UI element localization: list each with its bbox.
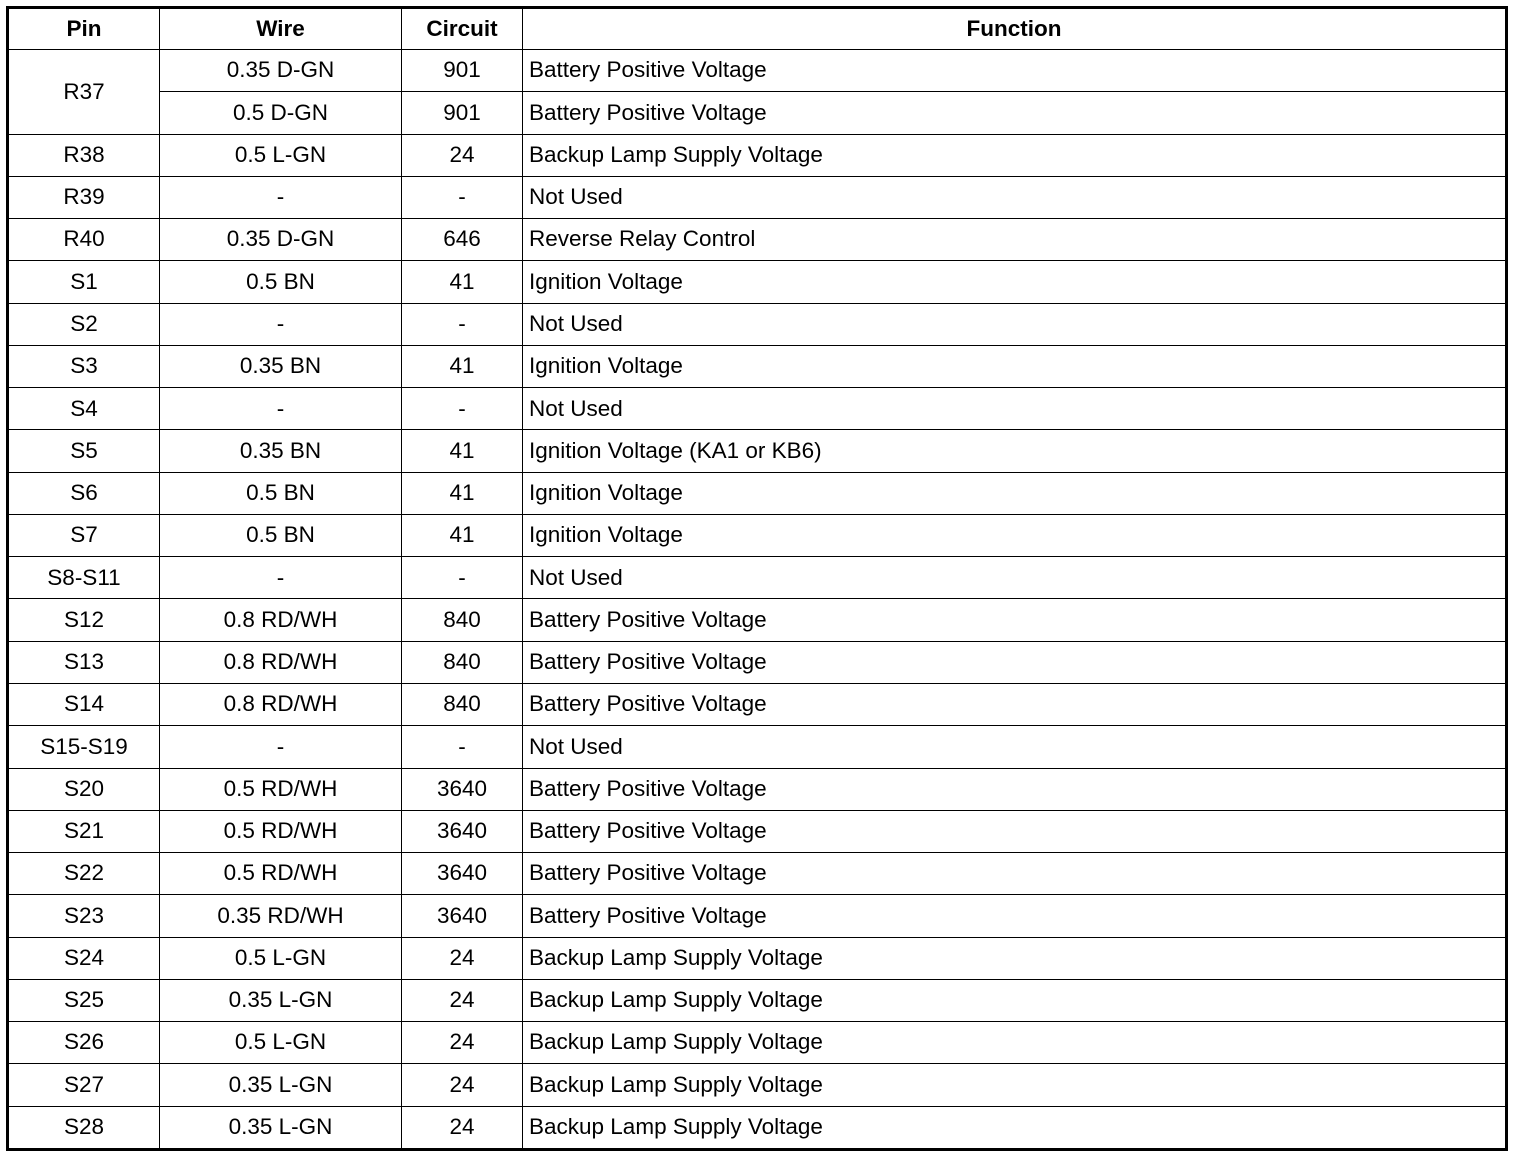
- wire-cell: 0.8 RD/WH: [160, 641, 402, 683]
- circuit-cell: 41: [402, 261, 523, 303]
- function-cell: Not Used: [523, 726, 1507, 768]
- circuit-cell: -: [402, 176, 523, 218]
- table-body: [8, 50, 1507, 1150]
- wire-cell: 0.5 L-GN: [160, 1022, 402, 1064]
- function-cell: Ignition Voltage: [523, 345, 1507, 387]
- table-row: [8, 1022, 1507, 1064]
- circuit-cell: 840: [402, 599, 523, 641]
- function-cell: Backup Lamp Supply Voltage: [523, 134, 1507, 176]
- circuit-cell: 24: [402, 1064, 523, 1106]
- wire-cell: 0.5 RD/WH: [160, 853, 402, 895]
- circuit-cell: 3640: [402, 895, 523, 937]
- pin-cell: S3: [8, 345, 160, 387]
- wire-cell: 0.35 L-GN: [160, 979, 402, 1021]
- pin-cell: S24: [8, 937, 160, 979]
- pin-cell: S8-S11: [8, 557, 160, 599]
- wire-cell: 0.5 BN: [160, 261, 402, 303]
- wire-cell: -: [160, 176, 402, 218]
- circuit-cell: 24: [402, 937, 523, 979]
- function-cell: Battery Positive Voltage: [523, 853, 1507, 895]
- table-row: [8, 50, 1507, 92]
- pin-cell: S4: [8, 388, 160, 430]
- pin-cell: S6: [8, 472, 160, 514]
- circuit-cell: 901: [402, 92, 523, 134]
- function-cell: Battery Positive Voltage: [523, 50, 1507, 92]
- table-row: [8, 557, 1507, 599]
- function-cell: Backup Lamp Supply Voltage: [523, 979, 1507, 1021]
- table-row: [8, 853, 1507, 895]
- pin-cell: S22: [8, 853, 160, 895]
- function-cell: Not Used: [523, 176, 1507, 218]
- function-cell: Backup Lamp Supply Voltage: [523, 937, 1507, 979]
- wire-cell: 0.35 D-GN: [160, 219, 402, 261]
- pin-cell: R39: [8, 176, 160, 218]
- circuit-cell: 3640: [402, 810, 523, 852]
- wire-cell: 0.35 BN: [160, 345, 402, 387]
- table-row: [8, 810, 1507, 852]
- table-row: [8, 303, 1507, 345]
- circuit-cell: 24: [402, 134, 523, 176]
- header-pin: Pin: [8, 8, 160, 50]
- function-cell: Battery Positive Voltage: [523, 768, 1507, 810]
- table-row: [8, 430, 1507, 472]
- table-header: [8, 8, 1507, 50]
- table-row: [8, 937, 1507, 979]
- pin-cell: R40: [8, 219, 160, 261]
- circuit-cell: -: [402, 388, 523, 430]
- circuit-cell: 41: [402, 472, 523, 514]
- table-row: [8, 134, 1507, 176]
- wire-cell: -: [160, 557, 402, 599]
- wire-cell: 0.5 RD/WH: [160, 768, 402, 810]
- wire-cell: 0.8 RD/WH: [160, 683, 402, 725]
- wire-cell: 0.5 BN: [160, 472, 402, 514]
- pin-cell: R37: [8, 50, 160, 135]
- pin-cell: R38: [8, 134, 160, 176]
- pin-cell: S7: [8, 514, 160, 556]
- table-row: [8, 219, 1507, 261]
- function-cell: Ignition Voltage: [523, 261, 1507, 303]
- function-cell: Battery Positive Voltage: [523, 683, 1507, 725]
- pin-cell: S15-S19: [8, 726, 160, 768]
- table-row: [8, 92, 1507, 134]
- circuit-cell: 24: [402, 979, 523, 1021]
- wire-cell: 0.35 L-GN: [160, 1106, 402, 1149]
- circuit-cell: 901: [402, 50, 523, 92]
- table-row: [8, 726, 1507, 768]
- function-cell: Battery Positive Voltage: [523, 895, 1507, 937]
- header-circuit: Circuit: [402, 8, 523, 50]
- function-cell: Ignition Voltage: [523, 514, 1507, 556]
- circuit-cell: -: [402, 557, 523, 599]
- function-cell: Not Used: [523, 303, 1507, 345]
- circuit-cell: 41: [402, 514, 523, 556]
- wire-cell: 0.5 D-GN: [160, 92, 402, 134]
- pin-cell: S23: [8, 895, 160, 937]
- table-row: [8, 1064, 1507, 1106]
- function-cell: Backup Lamp Supply Voltage: [523, 1064, 1507, 1106]
- wire-cell: 0.5 L-GN: [160, 937, 402, 979]
- circuit-cell: 41: [402, 430, 523, 472]
- table-row: [8, 641, 1507, 683]
- connector-pinout-table: [6, 6, 1508, 1151]
- function-cell: Battery Positive Voltage: [523, 810, 1507, 852]
- function-cell: Backup Lamp Supply Voltage: [523, 1106, 1507, 1149]
- function-cell: Ignition Voltage: [523, 472, 1507, 514]
- function-cell: Battery Positive Voltage: [523, 599, 1507, 641]
- table-row: [8, 599, 1507, 641]
- table-row: [8, 768, 1507, 810]
- pin-cell: S20: [8, 768, 160, 810]
- function-cell: Not Used: [523, 557, 1507, 599]
- circuit-cell: 840: [402, 641, 523, 683]
- pin-cell: S26: [8, 1022, 160, 1064]
- wire-cell: -: [160, 726, 402, 768]
- wire-cell: 0.35 D-GN: [160, 50, 402, 92]
- pin-cell: S14: [8, 683, 160, 725]
- wire-cell: -: [160, 303, 402, 345]
- pin-cell: S12: [8, 599, 160, 641]
- table-row: [8, 472, 1507, 514]
- table-row: [8, 1106, 1507, 1149]
- function-cell: Ignition Voltage (KA1 or KB6): [523, 430, 1507, 472]
- pin-cell: S25: [8, 979, 160, 1021]
- wire-cell: 0.5 BN: [160, 514, 402, 556]
- wire-cell: 0.8 RD/WH: [160, 599, 402, 641]
- circuit-cell: 840: [402, 683, 523, 725]
- pin-cell: S13: [8, 641, 160, 683]
- circuit-cell: -: [402, 303, 523, 345]
- circuit-cell: -: [402, 726, 523, 768]
- table-row: [8, 895, 1507, 937]
- pin-cell: S21: [8, 810, 160, 852]
- circuit-cell: 24: [402, 1022, 523, 1064]
- wire-cell: 0.35 L-GN: [160, 1064, 402, 1106]
- wire-cell: 0.5 L-GN: [160, 134, 402, 176]
- wire-cell: 0.35 RD/WH: [160, 895, 402, 937]
- function-cell: Battery Positive Voltage: [523, 92, 1507, 134]
- function-cell: Reverse Relay Control: [523, 219, 1507, 261]
- pin-cell: S2: [8, 303, 160, 345]
- header-wire: Wire: [160, 8, 402, 50]
- table-row: [8, 261, 1507, 303]
- table-row: [8, 345, 1507, 387]
- circuit-cell: 3640: [402, 853, 523, 895]
- pin-cell: S28: [8, 1106, 160, 1149]
- pin-cell: S5: [8, 430, 160, 472]
- header-function: Function: [523, 8, 1507, 50]
- circuit-cell: 3640: [402, 768, 523, 810]
- function-cell: Battery Positive Voltage: [523, 641, 1507, 683]
- table-row: [8, 979, 1507, 1021]
- table-row: [8, 388, 1507, 430]
- wire-cell: 0.5 RD/WH: [160, 810, 402, 852]
- wire-cell: -: [160, 388, 402, 430]
- table-row: [8, 514, 1507, 556]
- wire-cell: 0.35 BN: [160, 430, 402, 472]
- circuit-cell: 24: [402, 1106, 523, 1149]
- pin-cell: S27: [8, 1064, 160, 1106]
- table-row: [8, 683, 1507, 725]
- function-cell: Backup Lamp Supply Voltage: [523, 1022, 1507, 1064]
- circuit-cell: 41: [402, 345, 523, 387]
- table-row: [8, 176, 1507, 218]
- circuit-cell: 646: [402, 219, 523, 261]
- pin-cell: S1: [8, 261, 160, 303]
- function-cell: Not Used: [523, 388, 1507, 430]
- header-row: [8, 8, 1507, 50]
